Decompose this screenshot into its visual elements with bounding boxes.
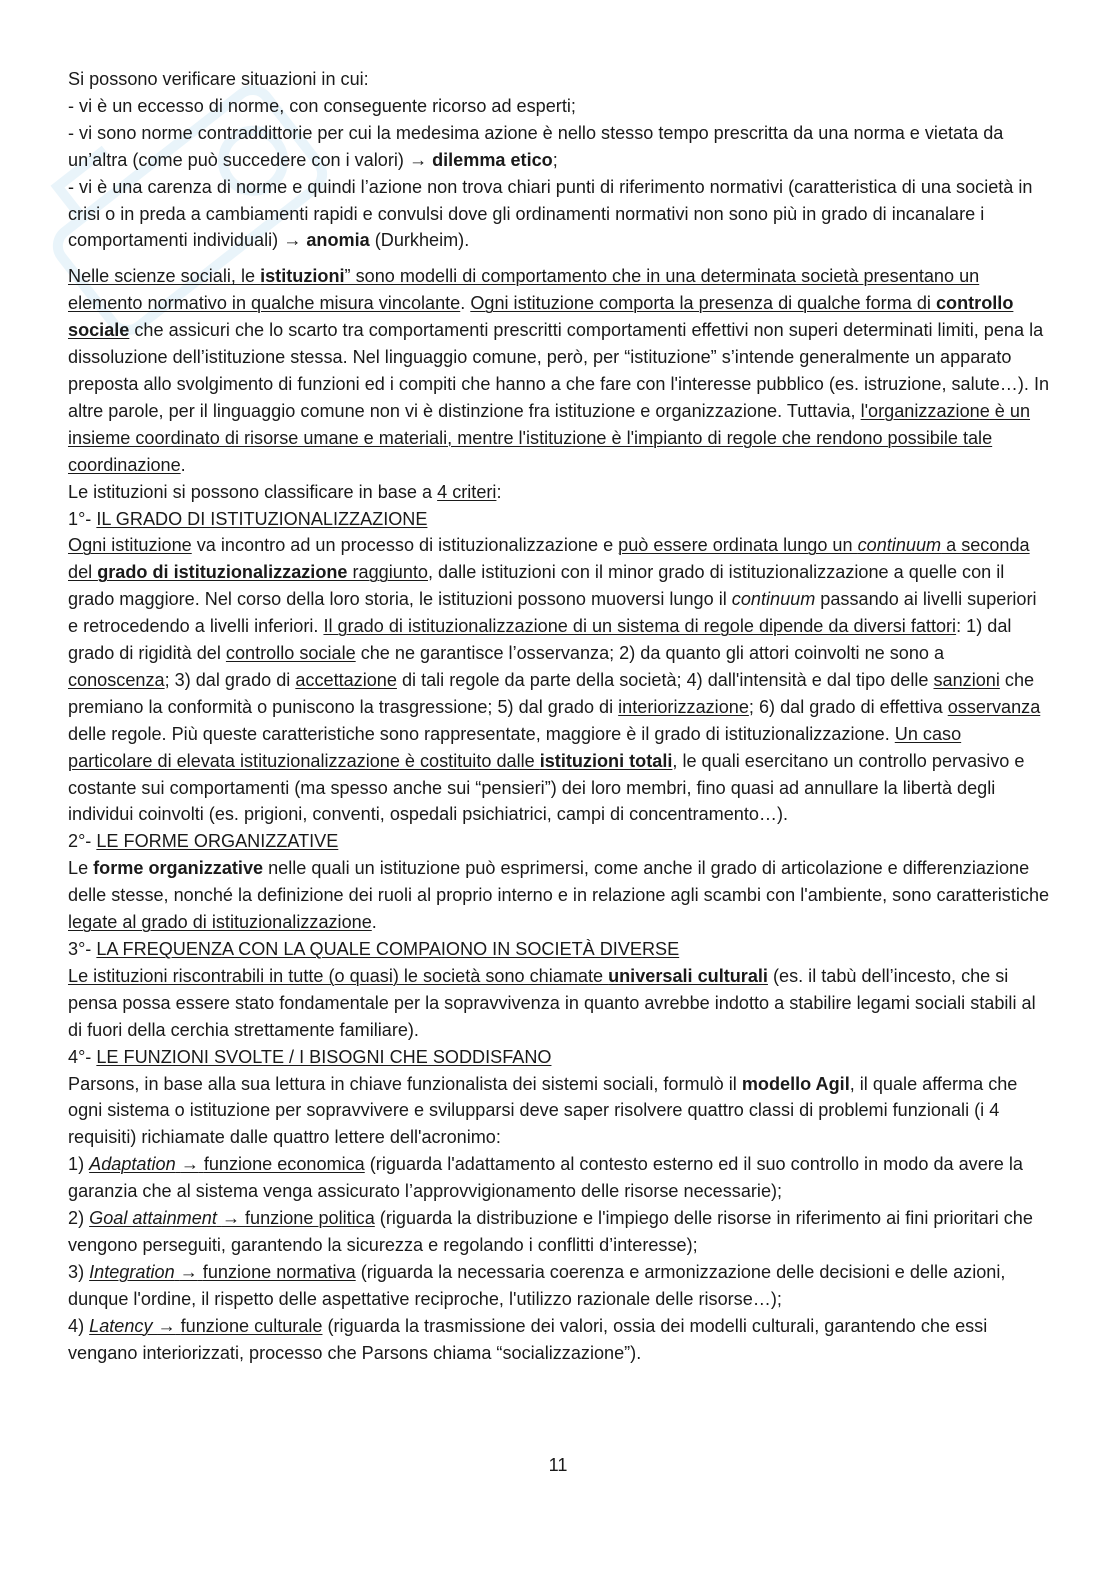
agil-item-latency: 4) Latency → funzione culturale (riguarda la trasmissione dei valori, ossia dei modelli culturali, garantendo che essi vengano interiorizzati, processo che Parsons chiama “socializzazione”). (68, 1315, 988, 1363)
criteria-intro: Le istituzioni si possono classificare in base a 4 criteri: (68, 481, 502, 502)
arrow-glyph: → (157, 1315, 176, 1336)
criterion-2-body: Le forme organizzative nelle quali un istituzione può esprimersi, come anche il grado di articolazione e differenziazione delle stesse, nonché la definizione dei ruoli al proprio interno e in relazione agli scambi con l'ambiente, sono caratteristiche legate al grado di istituzionalizzazione. (68, 858, 1050, 933)
term-istituzioni: istituzioni (260, 266, 345, 287)
arrow-glyph: → (283, 230, 302, 251)
term-controllo-sociale: controllo sociale (68, 293, 1014, 341)
term-modello-agil: modello Agil (741, 1073, 850, 1094)
term-universali-culturali: universali culturali (608, 965, 768, 986)
agil-item-adaptation: 1) Adaptation → funzione economica (riguarda l'adattamento al contesto esterno ed il suo controllo in modo da avere la garanzia che al sistema venga assicurato l’approvvigionamento delle risorse necessarie); (68, 1154, 1023, 1202)
criterion-2-heading: 2°- LE FORME ORGANIZZATIVE (68, 831, 339, 852)
agil-item-integration: 3) Integration → funzione normativa (riguarda la necessaria coerenza e armonizzazione delle decisioni e delle azioni, dunque l'ordine, il rispetto delle aspettative reciproche, l'utilizzo razionale delle risorse…); (68, 1261, 1006, 1309)
criterion-1-heading: 1°- IL GRADO DI ISTITUZIONALIZZAZIONE (68, 508, 428, 529)
arrow-glyph: → (179, 1261, 198, 1282)
term-anomia: anomia (306, 230, 370, 251)
arrow-glyph: → (180, 1154, 199, 1175)
agil-item-goal-attainment: 2) Goal attainment → funzione politica (riguarda la distribuzione e l'impiego delle risorse in riferimento ai fini prioritari che vengono perseguiti, garantendo la sicurezza e regolando i conflitti d’interesse); (68, 1208, 1033, 1255)
term-dilemma-etico: dilemma etico (432, 149, 553, 170)
arrow-glyph: → (221, 1208, 240, 1229)
arrow-glyph: → (408, 149, 428, 170)
bullet-contradictory-norms: - vi sono norme contraddittorie per cui la medesima azione è nello stesso tempo prescritta da una norma e vietata da un’altra (come può succedere con i valori) → dilemma etico; (68, 122, 1004, 170)
criterion-4-body: Parsons, in base alla sua lettura in chiave funzionalista dei sistemi sociali, formulò il modello Agil, il quale afferma che ogni sistema o istituzione per sopravvivere e svilupparsi deve saper risolvere quattro classi di problemi funzionali (i 4 requisiti) richiamate dalle quattro lettere dell'acronimo: (68, 1073, 1018, 1148)
document-body (68, 66, 1050, 1367)
term-forme-organizzative: forme organizzative (93, 858, 264, 879)
criterion-3-body: Le istituzioni riscontrabili in tutte (o quasi) le società sono chiamate universali culturali (es. il tabù dell’incesto, che si pensa possa essere stato fondamentale per la sopravvivenza in quanto avrebbe indotto a stabilire legami sociali stabili al di fuori della cerchia strettamente familiare). (68, 965, 1036, 1040)
criterion-4-heading: 4°- LE FUNZIONI SVOLTE / I BISOGNI CHE SODDISFANO (68, 1046, 552, 1067)
bullet-excess-norms: - vi è un eccesso di norme, con conseguente ricorso ad esperti; (68, 95, 576, 116)
intro-line: Si possono verificare situazioni in cui: (68, 69, 369, 89)
paragraph-istituzioni: Nelle scienze sociali, le istituzioni” sono modelli di comportamento che in una determinata società presentano un elemento normativo in qualche misura vincolante. Ogni istituzione comporta la presenza di qualche forma di controllo sociale che assicuri che lo scarto tra comportamenti prescritti comportamenti effettivi non superi determinati limiti, pena la dissoluzione dell’istituzione stessa. Nel linguaggio comune, però, per “istituzione” s’intende generalmente un apparato preposta allo svolgimento di funzioni ed i compiti che hanno a che fare con l'interesse pubblico (es. istruzione, salute…). In altre parole, per il linguaggio comune non vi è distinzione fra istituzione e organizzazione. Tuttavia, l'organizzazione è un insieme coordinato di risorse umane e materiali, mentre l'istituzione è l'impianto di regole che rendono possibile tale coordinazione. (68, 266, 1050, 475)
term-grado-istituzionalizzazione: grado di istituzionalizzazione (97, 562, 348, 583)
term-istituzioni-totali: istituzioni totali (539, 750, 673, 771)
criterion-1-body: Ogni istituzione va incontro ad un processo di istituzionalizzazione e può essere ordinata lungo un continuum a seconda del grado di istituzionalizzazione raggiunto, dalle istituzioni con il minor grado di istituzionalizzazione a quelle con il grado maggiore. Nel corso della loro storia, le istituzioni possono muoversi lungo il continuum passando ai livelli superiori e retrocedendo a livelli inferiori. Il grado di istituzionalizzazione di un sistema di regole dipende da diversi fattori: 1) dal grado di rigidità del controllo sociale che ne garantisce l’osservanza; 2) da quanto gli attori coinvolti ne sono a conoscenza; 3) dal grado di accettazione di tali regole da parte della società; 4) dall'intensità e dal tipo delle sanzioni che premiano la conformità o puniscono la trasgressione; 5) dal grado di interiorizzazione; 6) dal grado di effettiva osservanza delle regole. Più queste caratteristiche sono rappresentate, maggiore è il grado di istituzionalizzazione. Un caso particolare di elevata istituzionalizzazione è costituito dalle istituzioni totali, le quali esercitano un controllo pervasivo e costante sui comportamenti (ma spesso anche sui “pensieri”) dei loro membri, fino quasi ad annullare la libertà degli individui coinvolti (es. prigioni, conventi, ospedali psichiatrici, campi di concentramento…). (68, 535, 1041, 825)
page-number: 11 (548, 1455, 568, 1475)
bullet-lack-norms: - vi è una carenza di norme e quindi l’azione non trova chiari punti di riferimento normativi (caratteristica di una società in crisi o in preda a cambiamenti rapidi e convulsi dove gli ordinamenti normativi non sono più in grado di incanalare i comportamenti individuali) → anomia (Durkheim). (68, 176, 1033, 251)
criterion-3-heading: 3°- LA FREQUENZA CON LA QUALE COMPAIONO IN SOCIETÀ DIVERSE (68, 939, 680, 959)
